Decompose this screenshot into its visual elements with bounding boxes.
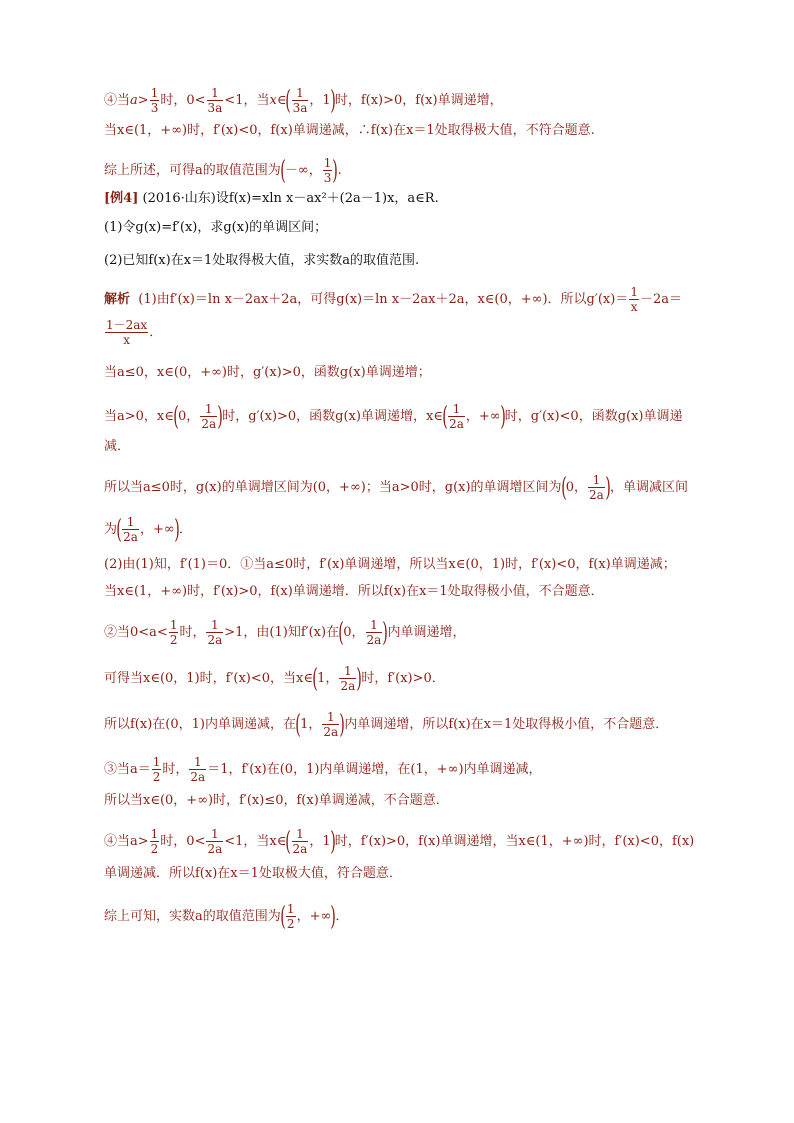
text-line: 所以当x∈(0，+∞)时，f′(x)≤0，f(x)单调递减，不合题意．: [104, 793, 449, 808]
text-line: 为( $\frac{1}{2a}$ ，+∞)．: [104, 514, 192, 545]
question-1: (1)令g(x)=f′(x)，求g(x)的单调区间；: [104, 220, 328, 235]
text-line: ③当a＝ $\frac{1}{2}$ 时， $\frac{1}{2a}$ ＝1，f′(x)在(0，1)内单调递增，在(1，+∞)内单调递减，: [104, 755, 542, 784]
text-line: 所以f(x)在(0，1)内单调递减，在(1， $\frac{1}{2a}$ )内单调递增，所以f(x)在x＝1处取得极小值，不合题意．: [104, 709, 669, 740]
text-line: ④当a> $\frac{1}{2}$ 时，0< $\frac{1}{2a}$ <1，当x∈( $\frac{1}{2a}$ ，1)时，f′(x)>0，f(x)单调递增，当x∈(1，+∞)时，f′(x)<0，f(x): [104, 826, 695, 857]
solution-tag: 解析: [104, 292, 131, 307]
example-tag: [例4]: [104, 191, 139, 206]
text-line: 当a≤0，x∈(0，+∞)时，g′(x)>0，函数g(x)单调递增；: [104, 365, 431, 380]
text-line: 当x∈(1，+∞)时，f′(x)<0，f(x)单调递减，∴f(x)在x＝1处取得极大值，不符合题意.: [104, 123, 595, 138]
text-line: $\frac{1-2ax}{x}$ ．: [106, 318, 163, 347]
question-2: (2)已知f(x)在x＝1处取得极大值，求实数a的取值范围.: [104, 253, 420, 268]
text-line: 当a>0，x∈(0， $\frac{1}{2a}$ )时，g′(x)>0，函数g(x)单调递增，x∈( $\frac{1}{2a}$ ，+∞)时，g′(x)<0，函数g(x)单调递: [104, 401, 683, 432]
text-line: ②当0<a< $\frac{1}{2}$ 时， $\frac{1}{2a}$ >1，由(1)知f′(x)在(0， $\frac{1}{2a}$ )内单调递增，: [104, 617, 466, 648]
text-line: 综上所述，可得a的取值范围为(－∞， $\frac{1}{3}$ ).: [104, 155, 342, 186]
solution-line: 解析 (1)由f′(x)＝ln x－2ax＋2a，可得g(x)＝ln x－2ax＋2a，x∈(0，+∞)．所以g′(x)＝ $\frac{1}{x}$ －2a＝: [104, 285, 682, 314]
text-line: 所以当a≤0时，g(x)的单调增区间为(0，+∞)；当a>0时，g(x)的单调增区间为(0， $\frac{1}{2a}$ )，单调减区间: [104, 472, 688, 503]
text-line: 减．: [104, 439, 131, 454]
example-heading: [例4] (2016·山东)设f(x)=xln x－ax²＋(2a－1)x，a∈R.: [104, 191, 439, 206]
text-line: 综上可知，实数a的取值范围为( $\frac{1}{2}$ ，+∞)．: [104, 901, 349, 932]
text-line: 当x∈(1，+∞)时，f′(x)>0，f(x)单调递增．所以f(x)在x＝1处取得极小值，不合题意．: [104, 584, 604, 599]
text-line: 可得当x∈(0，1)时，f′(x)<0，当x∈(1， $\frac{1}{2a}$ )时，f′(x)>0．: [104, 663, 445, 694]
text-line: (2)由(1)知，f′(1)＝0．①当a≤0时，f′(x)单调递增，所以当x∈(0，1)时，f′(x)<0，f(x)单调递减；: [104, 557, 676, 572]
text-line: ④当a> $\frac{1}{3}$ 时，0< $\frac{1}{3a}$ <1，当x∈( $\frac{1}{3a}$ ，1)时，f(x)>0，f(x)单调递增，: [104, 85, 503, 116]
text-line: 单调递减．所以f(x)在x＝1处取极大值，符合题意．: [104, 866, 402, 881]
